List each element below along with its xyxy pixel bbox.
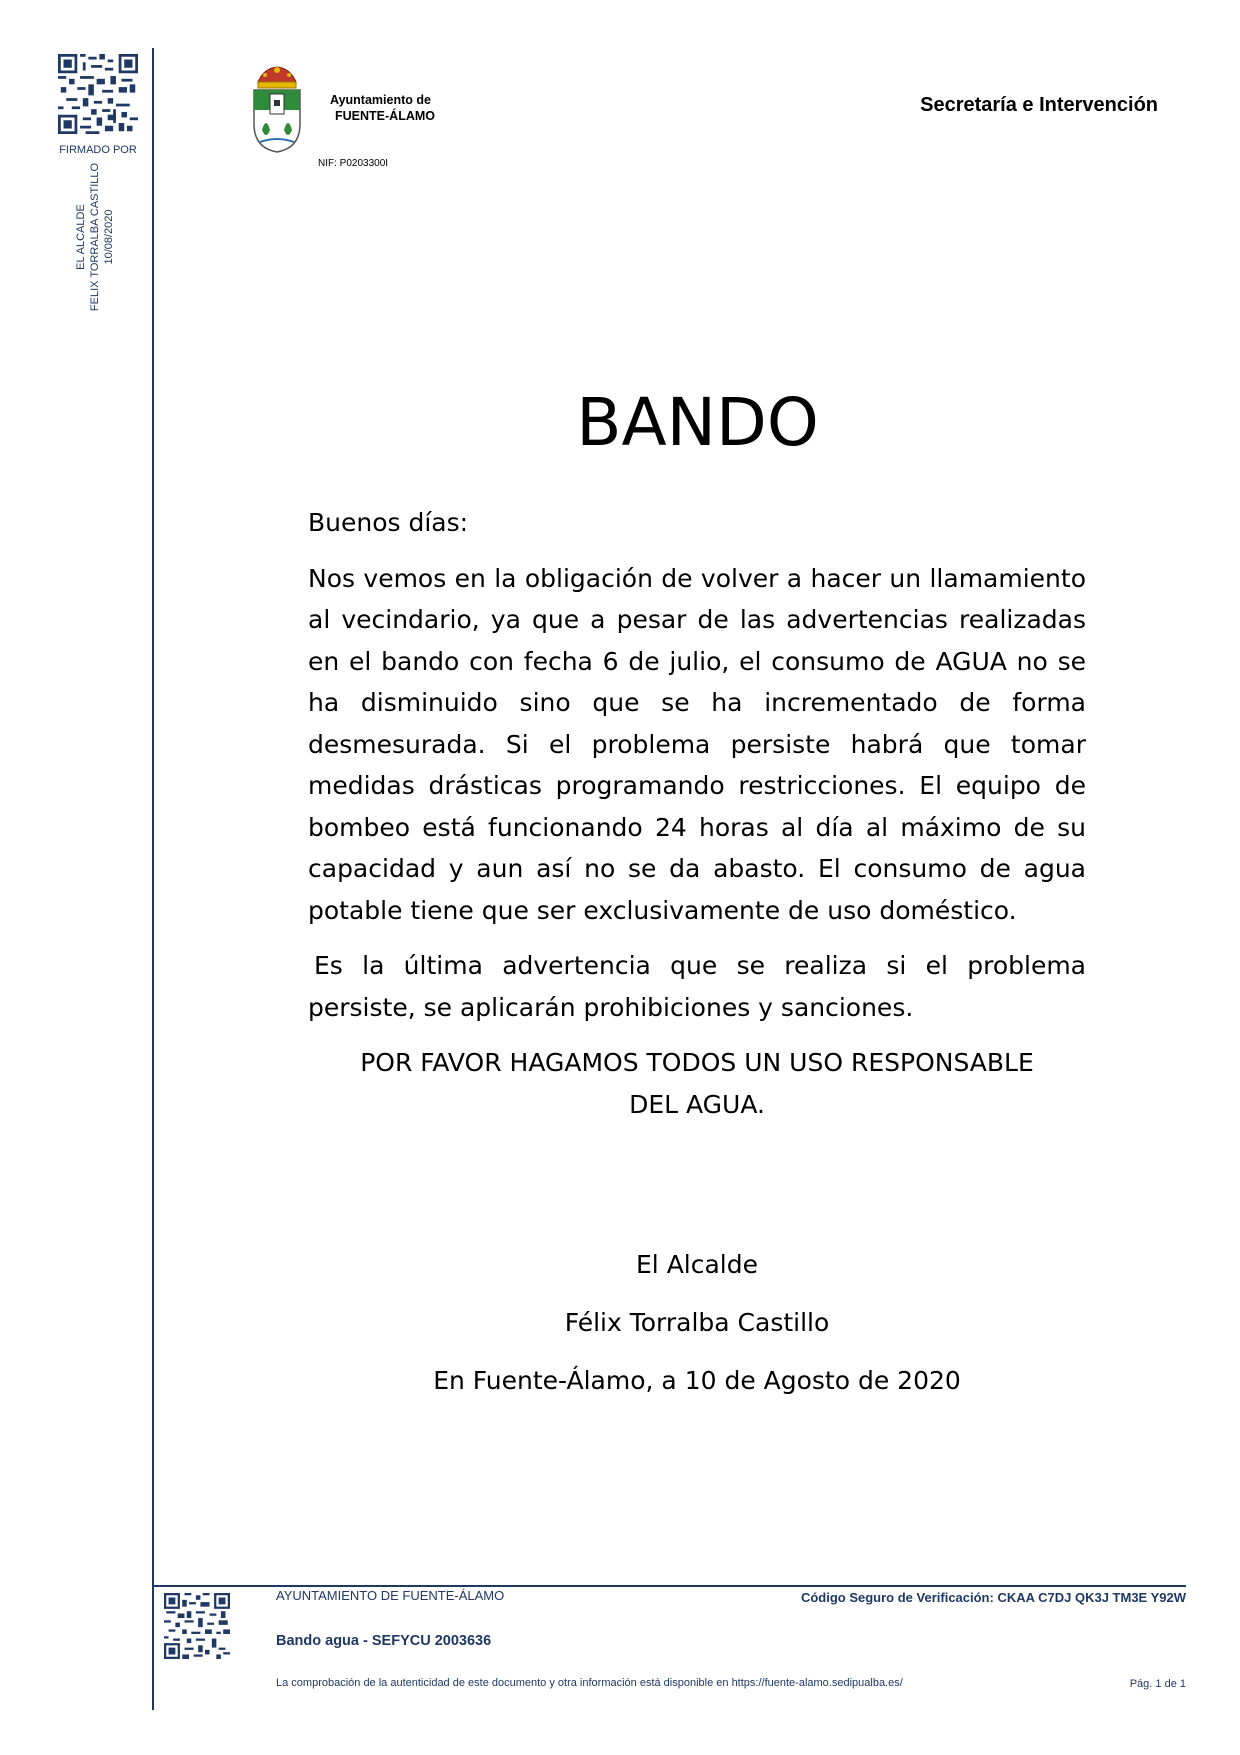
document-reference: Bando agua - SEFYCU 2003636: [276, 1633, 492, 1649]
authenticity-note: La comprobación de la autenticidad de este documento y otra información está disponible en https://fuente-alamo.sedipualba.es/: [276, 1677, 903, 1689]
signer-role: EL ALCALDE: [75, 204, 87, 270]
qr-code-icon: [58, 54, 138, 134]
nif-number: NIF: P0203300I: [318, 158, 389, 169]
footer-rule: [152, 1585, 1186, 1587]
appeal-line-1: POR FAVOR HAGAMOS TODOS UN USO RESPONSABLE: [360, 1048, 1034, 1077]
signature-stamp: [74, 152, 116, 322]
signer-name: FELIX TORRALBA CASTILLO: [89, 162, 101, 312]
department-heading: Secretaría e Intervención: [920, 94, 1158, 116]
sign-date: 10/08/2020: [103, 209, 115, 265]
coat-of-arms-icon: [250, 64, 304, 154]
place-date: En Fuente-Álamo, a 10 de Agosto de 2020: [433, 1366, 961, 1395]
signature-block: [308, 1244, 1086, 1418]
town-name: [330, 92, 435, 124]
paragraph-warning: Es la última advertencia que se realiza si el problema persiste, se aplicarán prohibiciones y sanciones.: [308, 951, 1086, 1022]
qr-code-icon: [164, 1593, 230, 1659]
signed-by-label: FIRMADO POR: [59, 144, 137, 156]
margin-rule: [152, 48, 154, 1710]
appeal-line-2: DEL AGUA.: [629, 1089, 765, 1119]
signature-role: El Alcalde: [636, 1250, 758, 1279]
greeting: Buenos días:: [308, 508, 469, 537]
verification-code: Código Seguro de Verificación: CKAA C7DJ QK3J TM3E Y92W: [800, 1590, 1186, 1605]
page-number: Pág. 1 de 1: [1129, 1678, 1186, 1690]
document-title: BANDO: [576, 384, 819, 461]
document-body: [308, 502, 1086, 1125]
paragraph-main: Nos vemos en la obligación de volver a hacer un llamamiento al vecindario, ya que a pesar de las advertencias realizadas en el bando con fecha 6 de julio, el consumo de AGUA no se ha disminuido sino que se ha incrementado de forma desmesurada. Si el problema persiste habrá que tomar medidas drásticas programando restricciones. El equipo de bombeo está funcionando 24 horas al día al máximo de su capacidad y aun así no se da abasto. El consumo de agua potable tiene que ser exclusivamente de uso doméstico.: [308, 563, 1086, 925]
signature-name: Félix Torralba Castillo: [564, 1308, 830, 1337]
town-line2: FUENTE-ÁLAMO: [335, 109, 435, 123]
town-line1: Ayuntamiento de: [330, 93, 431, 107]
footer-organization: AYUNTAMIENTO DE FUENTE-ÁLAMO: [276, 1588, 505, 1603]
